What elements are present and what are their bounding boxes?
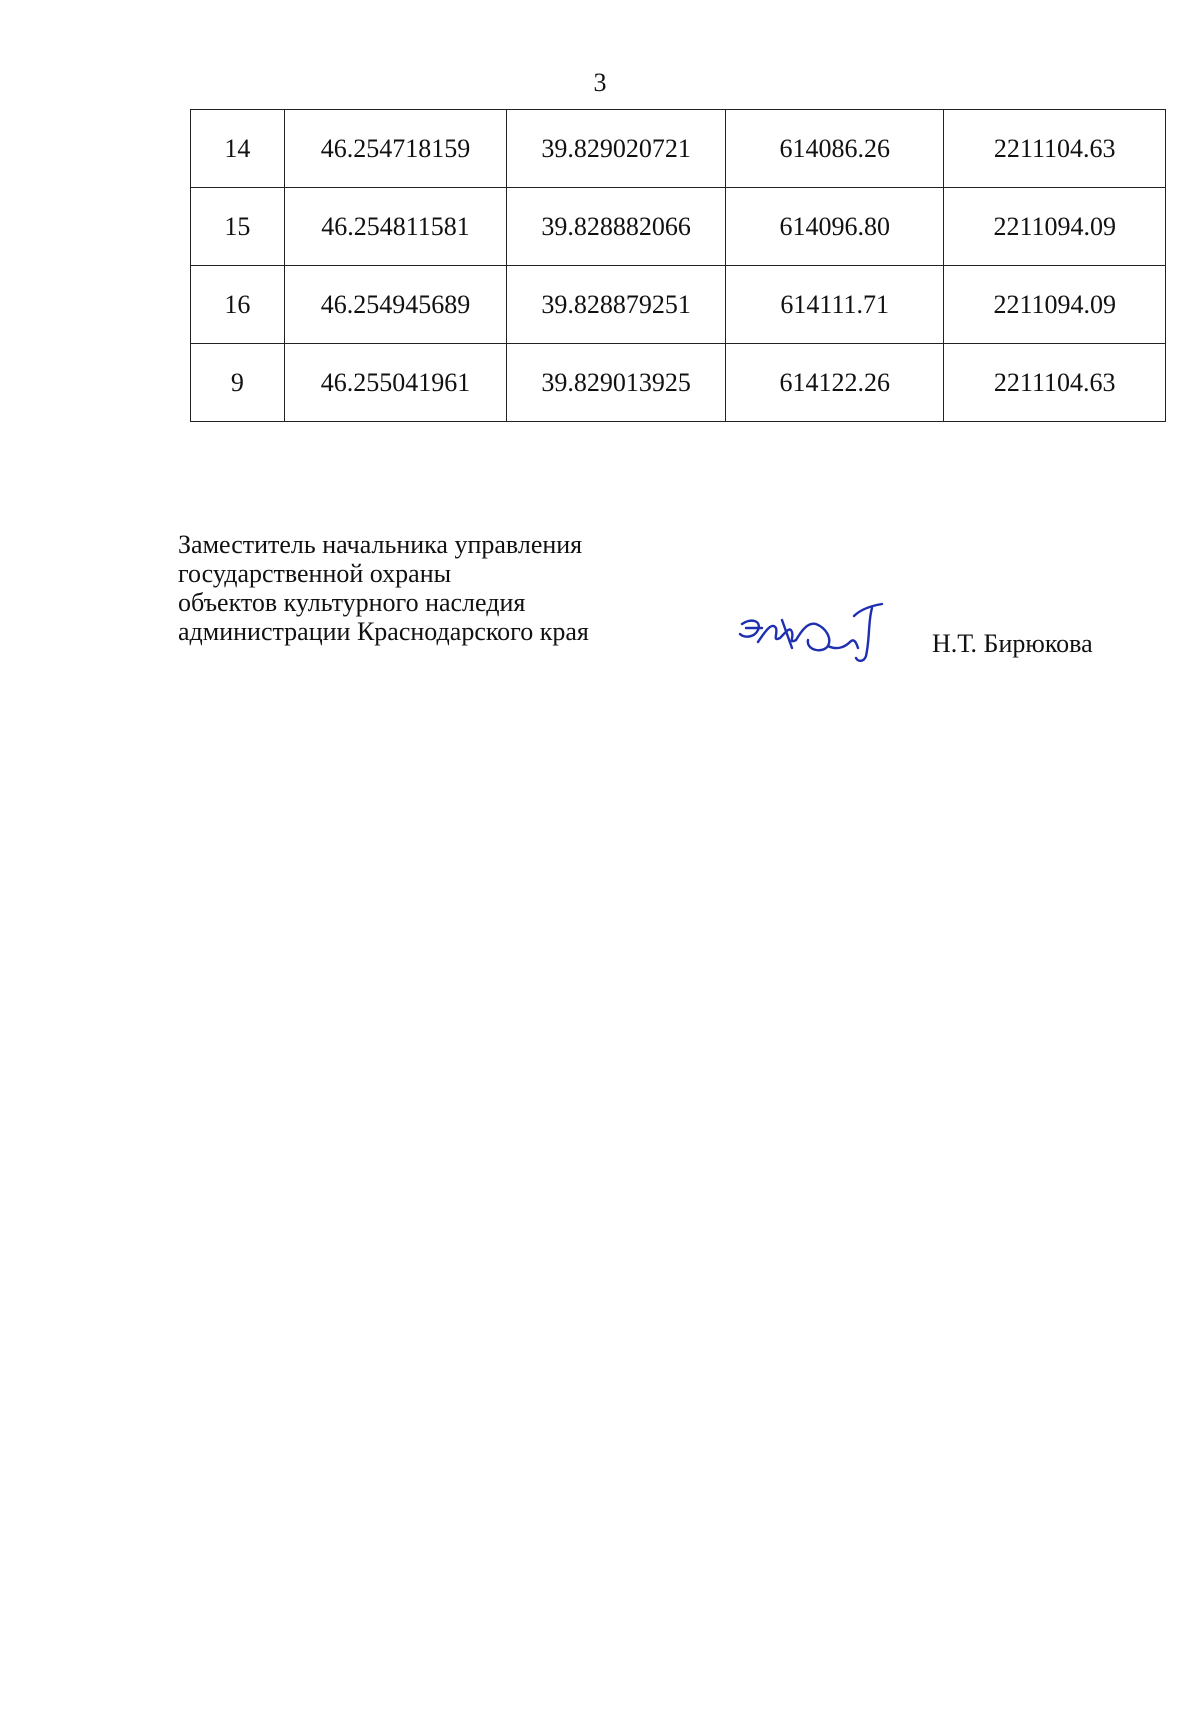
table-cell-point-number: 14 xyxy=(191,110,285,188)
table-cell-longitude: 39.828879251 xyxy=(507,266,726,344)
signature-strokes xyxy=(740,604,882,661)
handwritten-signature xyxy=(736,598,886,668)
table-row xyxy=(191,344,1166,422)
table-cell-y: 2211094.09 xyxy=(944,266,1166,344)
table-cell-point-number: 15 xyxy=(191,188,285,266)
table-cell-latitude: 46.254811581 xyxy=(284,188,507,266)
table-cell-y: 2211104.63 xyxy=(944,110,1166,188)
signatory-position xyxy=(178,530,589,646)
table-cell-y: 2211094.09 xyxy=(944,188,1166,266)
table-row xyxy=(191,188,1166,266)
table-row xyxy=(191,110,1166,188)
coordinates-table xyxy=(190,109,1166,422)
table-cell-longitude: 39.829020721 xyxy=(507,110,726,188)
page-number: 3 xyxy=(593,68,607,97)
table-cell-latitude: 46.254945689 xyxy=(284,266,507,344)
table-cell-point-number: 9 xyxy=(191,344,285,422)
table-cell-x: 614086.26 xyxy=(725,110,943,188)
table-cell-x: 614122.26 xyxy=(725,344,943,422)
table-cell-longitude: 39.829013925 xyxy=(507,344,726,422)
position-line: администрации Краснодарского края xyxy=(178,617,589,646)
table-cell-latitude: 46.254718159 xyxy=(284,110,507,188)
table-row xyxy=(191,266,1166,344)
position-line: Заместитель начальника управления xyxy=(178,530,583,559)
table-cell-point-number: 16 xyxy=(191,266,285,344)
table-cell-y: 2211104.63 xyxy=(944,344,1166,422)
table-cell-x: 614096.80 xyxy=(725,188,943,266)
position-line: государственной охраны xyxy=(178,559,452,588)
table-cell-latitude: 46.255041961 xyxy=(284,344,507,422)
table-cell-longitude: 39.828882066 xyxy=(507,188,726,266)
position-line: объектов культурного наследия xyxy=(178,588,526,617)
table-cell-x: 614111.71 xyxy=(725,266,943,344)
signer-name: Н.Т. Бирюкова xyxy=(932,629,1093,658)
